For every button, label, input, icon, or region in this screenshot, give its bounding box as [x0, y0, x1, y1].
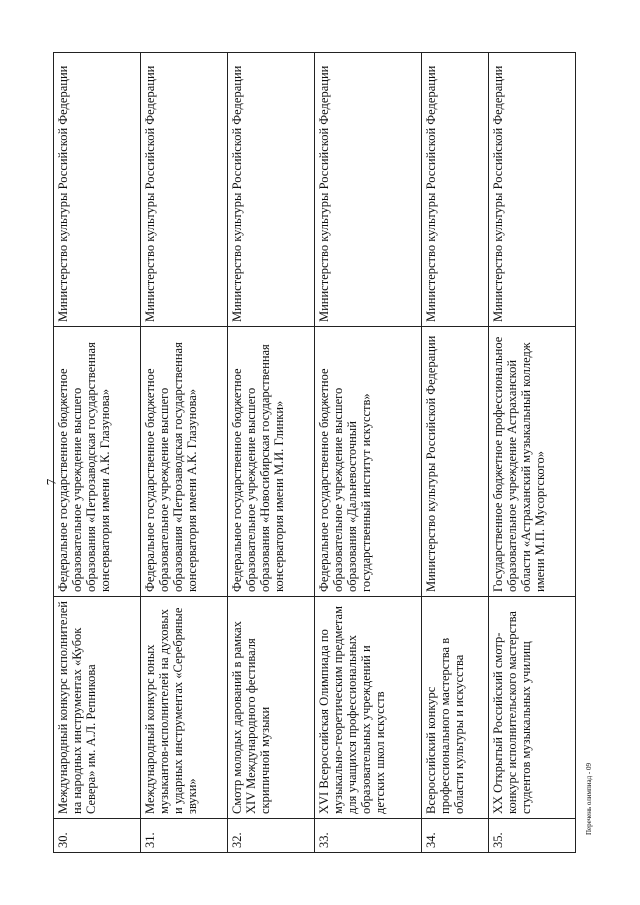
ministry: Министерство культуры Российской Федерации: [488, 53, 575, 327]
organizer: Государственное бюджетное профессиональное образовательное учреждение Астраханской области «Астраханский музыкальный колледж имени М.П. Мусоргского»: [488, 327, 575, 597]
table-row: [54, 53, 141, 853]
row-number: 32.: [228, 819, 315, 853]
ministry: Министерство культуры Российской Федерации: [421, 53, 488, 327]
olympiad-name: Всероссийский конкурс профессионального мастерства в области культуры и искусства: [421, 597, 488, 819]
table-row: [315, 53, 422, 853]
table-row: [141, 53, 228, 853]
olympiad-table: [53, 52, 576, 853]
ministry: Министерство культуры Российской Федерации: [54, 53, 141, 327]
olympiad-table-wrapper: [53, 53, 576, 853]
row-number: 35.: [488, 819, 575, 853]
row-number: 33.: [315, 819, 422, 853]
ministry: Министерство культуры Российской Федерации: [141, 53, 228, 327]
organizer: Федеральное государственное бюджетное образовательное учреждение высшего образования «Петрозаводская государственная консерватория имени А.К. Глазунова»: [141, 327, 228, 597]
organizer: Федеральное государственное бюджетное образовательное учреждение высшего образования «Петрозаводская государственная консерватория имени А.К. Глазунова»: [54, 327, 141, 597]
table-row: [228, 53, 315, 853]
table-row: [421, 53, 488, 853]
ministry: Министерство культуры Российской Федерации: [315, 53, 422, 327]
row-number: 34.: [421, 819, 488, 853]
row-number: 30.: [54, 819, 141, 853]
organizer: Федеральное государственное бюджетное образовательное учреждение высшего образования «Новосибирская государственная консерватория имени М.И. Глинки»: [228, 327, 315, 597]
page-number: 7: [43, 478, 59, 486]
ministry: Министерство культуры Российской Федерации: [228, 53, 315, 327]
table-row: [488, 53, 575, 853]
olympiad-name: Смотр молодых дарований в рамках XIV Международного фестиваля скрипичной музыки: [228, 597, 315, 819]
organizer: Министерство культуры Российской Федерации: [421, 327, 488, 597]
olympiad-name: XVI Всероссийская Олимпиада по музыкально-теоретическим предметам для учащихся профессиональных образовательных учреждений и детских школ искусств: [315, 597, 422, 819]
olympiad-name: XX Открытый Российский смотр-конкурс исполнительского мастерства студентов музыкальных училищ: [488, 597, 575, 819]
olympiad-name: Международный конкурс юных музыкантов-исполнителей на духовых и ударных инструментах «Серебряные звуки»: [141, 597, 228, 819]
olympiad-name: Международный конкурс исполнителей на народных инструментах «Кубок Севера» им. А.Л. Репникова: [54, 597, 141, 819]
organizer: Федеральное государственное бюджетное образовательное учреждение высшего образования «Дальневосточный государственный институт искусств»: [315, 327, 422, 597]
row-number: 31.: [141, 819, 228, 853]
footer-note: Перечень олимпиад - 09: [585, 763, 593, 835]
